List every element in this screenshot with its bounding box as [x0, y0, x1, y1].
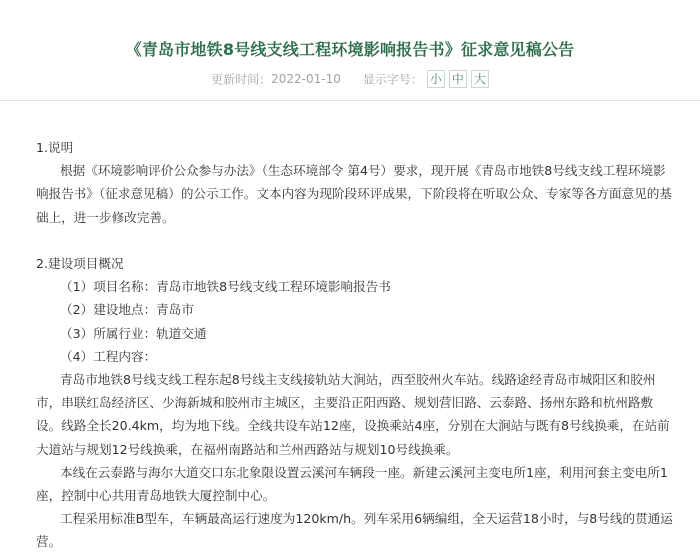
article-meta: [0, 70, 700, 88]
section-heading-project-overview: 2.建设项目概况: [36, 256, 124, 271]
project-industry-item: （3）所属行业：轨道交通: [60, 325, 207, 341]
font-size-large-button[interactable]: 大: [471, 70, 489, 88]
article-body: [36, 136, 674, 554]
update-time-value: 2022-01-10: [271, 72, 341, 86]
font-size-small-button[interactable]: 小: [427, 70, 445, 88]
project-location-item: （2）建设地点：青岛市: [60, 302, 194, 318]
title-divider: [0, 100, 700, 101]
paragraph-depot: 本线在云泰路与海尔大道交口东北象限设置云溪河车辆段一座。新建云溪河主变电所1座，利用河套主变电所1座，控制中心共用青岛地铁大厦控制中心。: [36, 464, 668, 504]
paragraph-route: 青岛市地铁8号线支线工程东起8号线主支线接轨站大涧站，西至胶州火车站。线路途经青岛市城阳区和胶州市，串联红岛经济区、少海新城和胶州市主城区，主要沿正阳西路、规划营旧路、云泰路、扬州东路和杭州路敷设。线路全长20.4km，均为地下线。全线共设车站12座，设换乘站4座，分别在大涧站与既有8号线换乘，在站前大道站与规划12号线换乘，在福州南路站和兰州西路站与规划10号线换乘。: [36, 372, 670, 457]
article-title: 《青岛市地铁8号线支线工程环境影响报告书》征求意见稿公告: [125, 40, 575, 59]
font-size-label: 显示字号：: [362, 72, 423, 87]
project-name-item: （1）项目名称：青岛市地铁8号线支线工程环境影响报告书: [60, 279, 391, 295]
project-content-item: （4）工程内容：: [60, 348, 157, 364]
paragraph-description: 根据《环境影响评价公众参与办法》（生态环境部令 第4号）要求，现开展《青岛市地铁8号线支线工程环境影响报告书》（征求意见稿）的公示工作。文本内容为现阶段环评成果，下阶段将在听取公众、专家等各方面意见的基础上，进一步修改完善。: [36, 163, 672, 225]
update-time-label: 更新时间：: [211, 72, 272, 87]
font-size-medium-button[interactable]: 中: [449, 70, 467, 88]
section-heading-description: 1.说明: [36, 140, 74, 155]
paragraph-train: 工程采用标准B型车，车辆最高运行速度为120km/h。列车采用6辆编组，全天运营18小时，与8号线的贯通运营。: [36, 511, 673, 550]
